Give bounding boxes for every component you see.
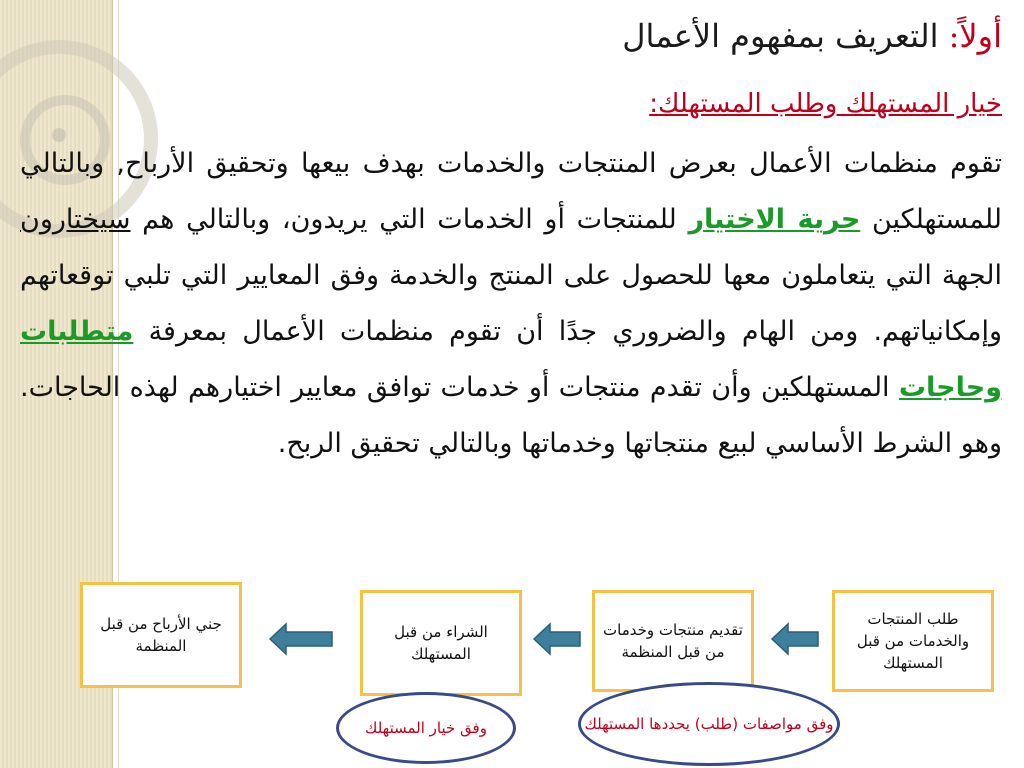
flow-box-purchase: الشراء من قبل المستهلك [360, 590, 522, 696]
body-paragraph [20, 136, 1002, 472]
flow-box-consumer-demand: طلب المنتجات والخدمات من قبل المستهلك [832, 590, 994, 692]
note-ellipse-spec: وفق مواصفات (طلب) يحددها المستهلك [578, 682, 840, 766]
paragraph-part-4: المستهلكين وأن تقدم منتجات أو خدمات توافق معايير اختيارهم لهذه الحاجات. وهو الشرط الأساسي لبيع منتجاتها وخدماتها وبالتالي تحقيق الربح. [20, 372, 1002, 459]
paragraph-part-2: للمنتجات أو الخدمات التي يريدون، وبالتالي هم [130, 204, 689, 235]
paragraph-part-1: تقوم منظمات الأعمال بعرض المنتجات والخدمات بهدف بيعها وتحقيق الأرباح, وبالتالي للمستهلكين [20, 148, 1002, 235]
highlight-needs: وحاجات [898, 372, 1002, 403]
arrow-left-icon [532, 622, 582, 656]
paragraph-part-3: الجهة التي يتعاملون معها للحصول على المنتج والخدمة وفق المعايير التي تلبي توقعاتهم وإمكانياتهم. ومن الهام والضروري جدًا أن تقوم منظمات الأعمال بمعرفة [20, 260, 1002, 347]
arrow-left-icon [268, 622, 334, 656]
highlight-requirements: متطلبات [20, 316, 134, 347]
flow-box-profit: جني الأرباح من قبل المنظمة [80, 582, 242, 688]
page-title [402, 14, 1002, 58]
title-text: التعريف بمفهوم الأعمال [622, 17, 939, 55]
arrow-left-icon [770, 622, 820, 656]
highlight-freedom-of-choice: حرية الاختيار [688, 204, 861, 235]
section-subtitle: خيار المستهلك وطلب المستهلك: [649, 89, 1002, 119]
note-ellipse-choice: وفق خيار المستهلك [336, 692, 516, 764]
flow-box-offering: تقديم منتجات وخدمات من قبل المنظمة [592, 590, 754, 692]
title-prefix: أولاً: [948, 17, 1002, 55]
underlined-will-choose: سيختارون [20, 204, 131, 235]
